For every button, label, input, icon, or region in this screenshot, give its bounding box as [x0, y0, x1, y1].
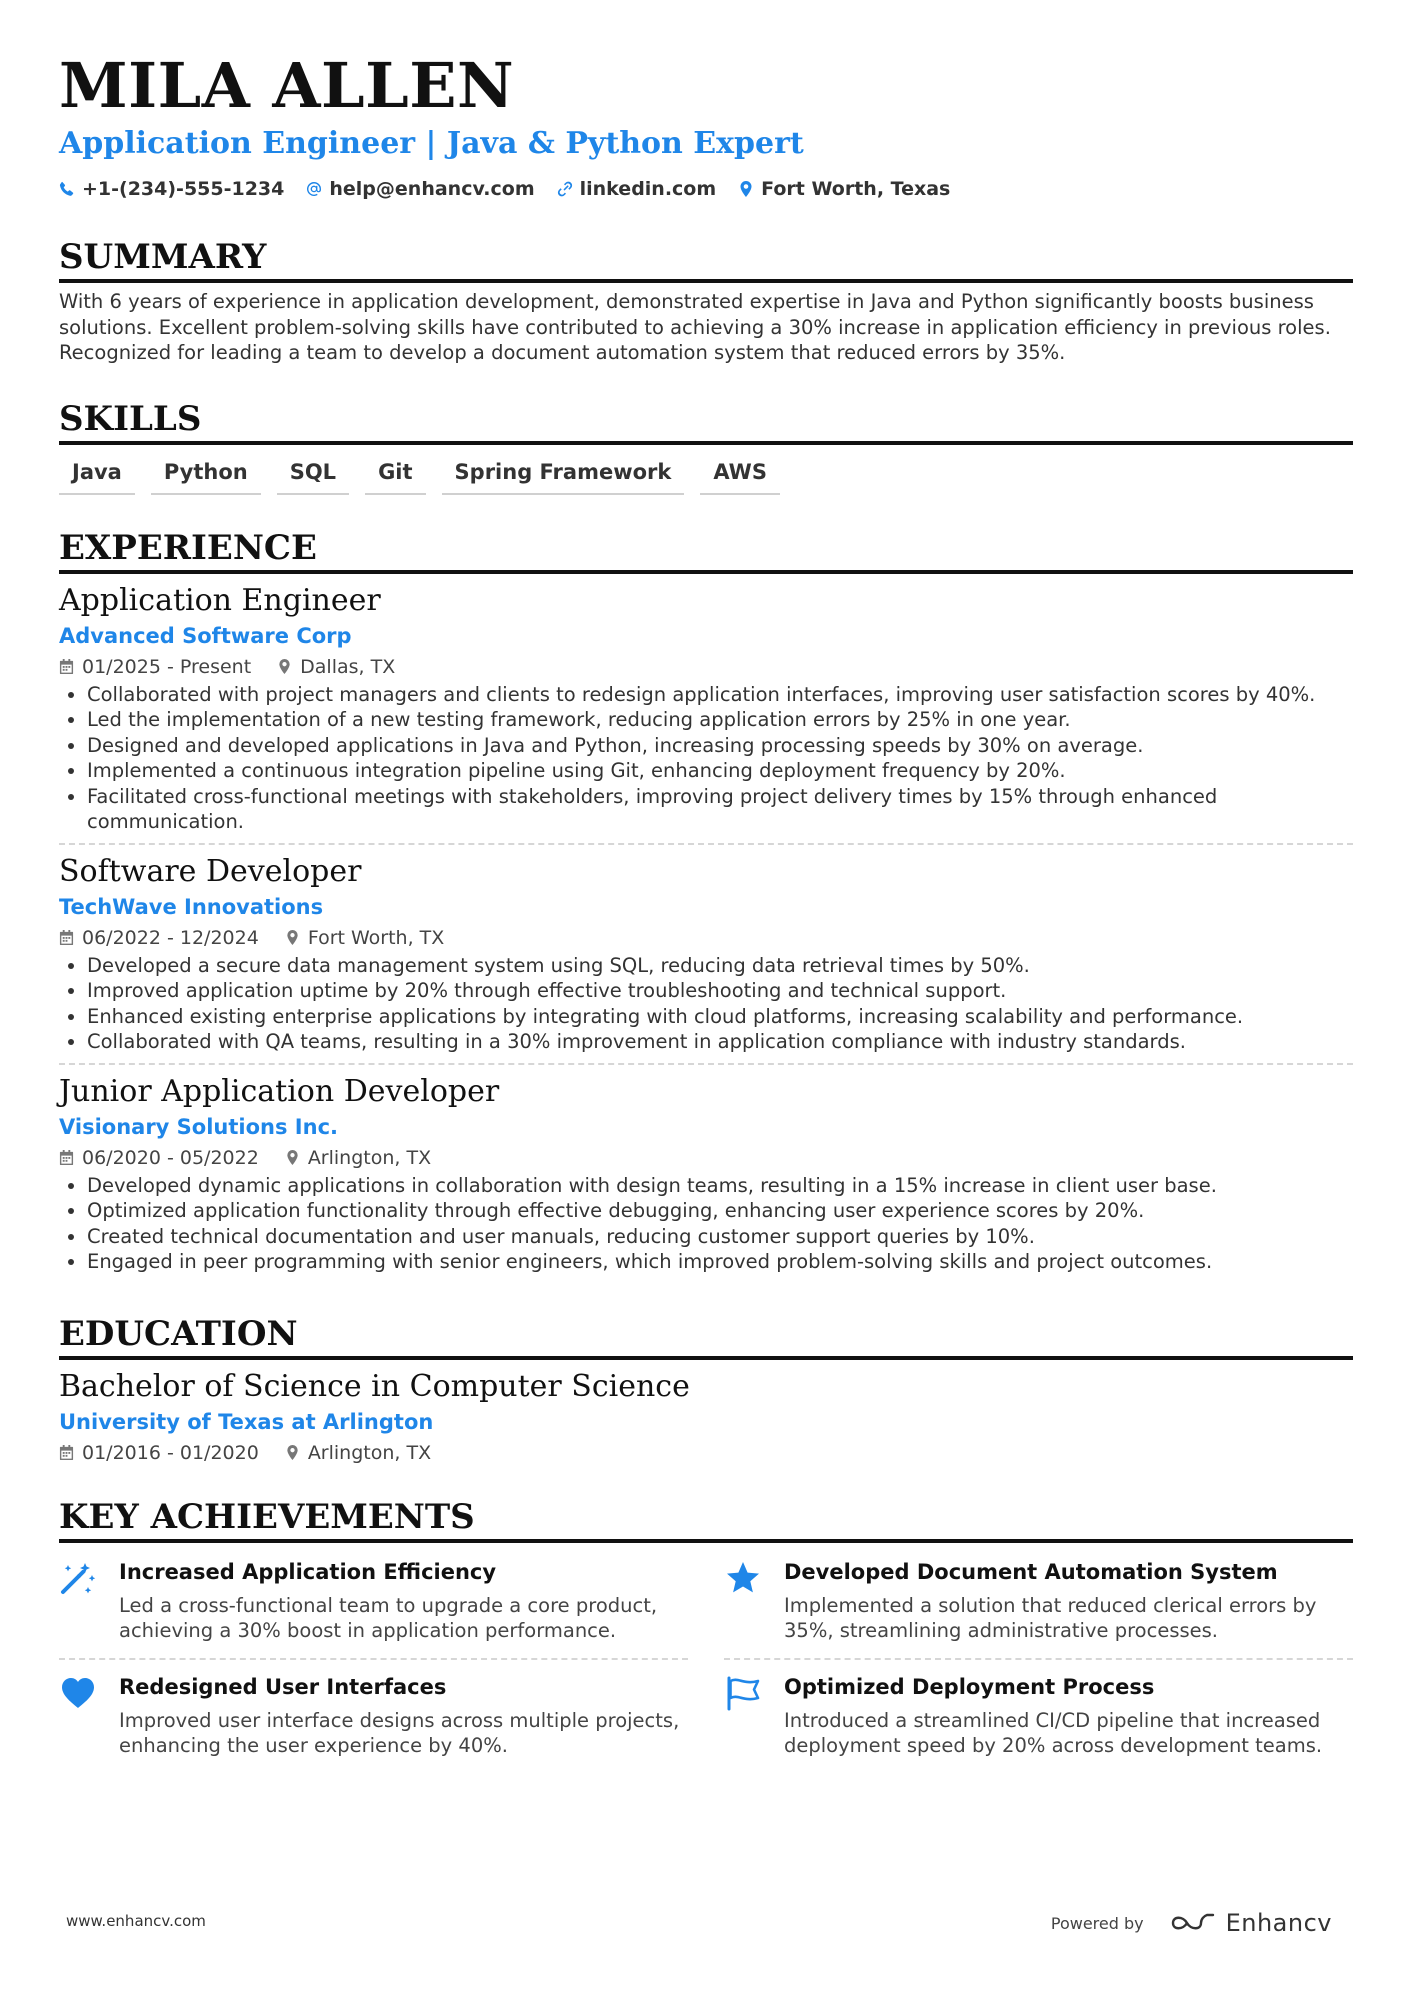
- job-location: [277, 654, 395, 680]
- summary-text: With 6 years of experience in application development, demonstrated expertise in Java and Python significantly boosts business solutions. Excellent problem-solving skills have contributed to achieving a 30% increase in application efficiency in previous roles. Recognized for leading a team to develop a document automation system that reduced errors by 35%.: [59, 290, 1331, 364]
- at-icon: [306, 181, 322, 197]
- skills-section: [59, 398, 1353, 495]
- phone-icon: [59, 181, 75, 197]
- location-pin-icon: [285, 1150, 300, 1165]
- contact-linkedin[interactable]: [557, 176, 717, 202]
- job-bullet: • Collaborated with project managers and clients to redesign application interfaces, improving user satisfaction scores by 40%.: [87, 682, 1353, 708]
- job-entry: [59, 1063, 1353, 1275]
- skill-tag: SQL: [277, 459, 349, 495]
- candidate-title: Application Engineer | Java & Python Expert: [59, 126, 804, 161]
- job-bullet: • Improved application uptime by 20% through effective troubleshooting and technical support.: [87, 978, 1353, 1004]
- powered-by-label: Powered by: [1050, 1913, 1144, 1933]
- achievement-icon-wrap: [59, 1672, 99, 1759]
- achievement-icon-wrap: [724, 1557, 764, 1644]
- achievement-body: [784, 1557, 1353, 1644]
- job-bullet: • Led the implementation of a new testing framework, reducing application errors by 25% in one year.: [87, 707, 1353, 733]
- job-location: [285, 925, 444, 951]
- job-bullet: • Facilitated cross-functional meetings with stakeholders, improving project delivery times by 15% through enhanced communication.: [87, 784, 1353, 835]
- skill-tag: Java: [59, 459, 135, 495]
- calendar-icon: [59, 659, 74, 674]
- heart-icon: [59, 1674, 97, 1712]
- education-heading: EDUCATION: [59, 1313, 1353, 1360]
- job-meta: [59, 654, 1353, 680]
- job-dates-text: 06/2022 - 12/2024: [82, 926, 259, 949]
- skills-list: [59, 459, 1353, 495]
- education-section: [59, 1313, 1353, 1466]
- footer-website[interactable]: www.enhancv.com: [66, 1912, 206, 1930]
- job-location-text: Arlington, TX: [307, 1146, 432, 1169]
- job-location-text: Fort Worth, TX: [307, 926, 445, 949]
- job-bullets: [59, 953, 1353, 1055]
- achievement-title: Developed Document Automation System: [784, 1559, 1278, 1584]
- location-pin-icon: [285, 1445, 300, 1460]
- summary-heading: SUMMARY: [59, 236, 1353, 283]
- job-company: Advanced Software Corp: [59, 623, 352, 648]
- skill-tag: AWS: [700, 459, 780, 495]
- achievement-title: Increased Application Efficiency: [119, 1559, 497, 1584]
- job-bullet: • Enhanced existing enterprise applications by integrating with cloud platforms, increasing scalability and performance.: [87, 1004, 1353, 1030]
- achievement-icon-wrap: [724, 1672, 764, 1759]
- achievement-body: [119, 1672, 688, 1759]
- achievement-item: [724, 1658, 1353, 1773]
- job-bullet: • Implemented a continuous integration pipeline using Git, enhancing deployment frequency by 20%.: [87, 758, 1353, 784]
- location-pin-icon: [738, 181, 754, 197]
- achievement-item: [724, 1551, 1353, 1658]
- job-bullet: • Created technical documentation and user manuals, reducing customer support queries by 10%.: [87, 1224, 1353, 1250]
- candidate-name: MILA ALLEN: [59, 49, 515, 122]
- job-role: Junior Application Developer: [59, 1073, 500, 1109]
- job-dates: [59, 925, 259, 951]
- achievement-body: [784, 1672, 1353, 1759]
- achievement-item: [59, 1658, 688, 1773]
- skills-heading: SKILLS: [59, 398, 1353, 445]
- job-entry: [59, 574, 1353, 835]
- achievements-grid: [59, 1551, 1353, 1773]
- achievement-desc: Introduced a streamlined CI/CD pipeline that increased deployment speed by 20% across development teams.: [784, 1708, 1323, 1757]
- education-degree: Bachelor of Science in Computer Science: [59, 1368, 690, 1404]
- summary-section: [59, 236, 1353, 366]
- job-bullet: • Designed and developed applications in Java and Python, increasing processing speeds by 30% on average.: [87, 733, 1353, 759]
- location-pin-icon: [285, 930, 300, 945]
- job-entry: [59, 843, 1353, 1055]
- skill-tag: Git: [365, 459, 425, 495]
- education-location-text: Arlington, TX: [307, 1441, 432, 1464]
- footer-branding: [1051, 1909, 1332, 1937]
- education-dates: [59, 1440, 259, 1466]
- job-dates: [59, 654, 251, 680]
- enhancv-logo-icon: [1170, 1911, 1216, 1935]
- email-text: help@enhancv.com: [329, 178, 535, 200]
- calendar-icon: [59, 1445, 74, 1460]
- achievement-title: Optimized Deployment Process: [784, 1674, 1155, 1699]
- job-bullets: [59, 682, 1353, 835]
- brand-logo[interactable]: [1170, 1909, 1332, 1937]
- achievement-desc: Improved user interface designs across multiple projects, enhancing the user experience by 40%.: [119, 1708, 680, 1757]
- job-dates-text: 06/2020 - 05/2022: [82, 1146, 259, 1169]
- job-meta: [59, 925, 1353, 951]
- education-location: [285, 1440, 431, 1466]
- skill-tag: Spring Framework: [442, 459, 685, 495]
- phone-text: +1-(234)-555-1234: [82, 178, 285, 200]
- contact-location: [738, 176, 950, 202]
- skill-tag: Python: [151, 459, 261, 495]
- job-bullet: • Developed dynamic applications in collaboration with design teams, resulting in a 15% increase in client user base.: [87, 1173, 1353, 1199]
- linkedin-text: linkedin.com: [579, 178, 717, 200]
- flag-icon: [724, 1674, 762, 1712]
- job-location: [285, 1145, 431, 1171]
- achievement-title: Redesigned User Interfaces: [119, 1674, 447, 1699]
- job-bullets: [59, 1173, 1353, 1275]
- achievements-section: [59, 1496, 1353, 1773]
- star-icon: [724, 1559, 762, 1597]
- job-company: Visionary Solutions Inc.: [59, 1114, 338, 1139]
- education-dates-text: 01/2016 - 01/2020: [82, 1441, 259, 1464]
- job-role: Software Developer: [59, 853, 362, 889]
- achievements-heading: KEY ACHIEVEMENTS: [59, 1496, 1353, 1543]
- contact-phone[interactable]: [59, 176, 284, 202]
- contact-email[interactable]: [306, 176, 534, 202]
- achievement-item: [59, 1551, 688, 1658]
- location-pin-icon: [277, 659, 292, 674]
- job-bullet: • Optimized application functionality through effective debugging, enhancing user experience scores by 20%.: [87, 1198, 1353, 1224]
- link-icon: [557, 181, 573, 197]
- job-dates: [59, 1145, 259, 1171]
- calendar-icon: [59, 930, 74, 945]
- job-meta: [59, 1145, 1353, 1171]
- brand-name: Enhancv: [1225, 1909, 1332, 1937]
- education-meta: [59, 1440, 1353, 1466]
- magic-wand-icon: [59, 1559, 97, 1597]
- job-bullet: • Developed a secure data management system using SQL, reducing data retrieval times by 50%.: [87, 953, 1353, 979]
- job-bullet: • Engaged in peer programming with senior engineers, which improved problem-solving skills and project outcomes.: [87, 1249, 1353, 1275]
- calendar-icon: [59, 1150, 74, 1165]
- achievement-body: [119, 1557, 688, 1644]
- education-entry: [59, 1360, 1353, 1466]
- location-text: Fort Worth, Texas: [761, 178, 951, 200]
- job-location-text: Dallas, TX: [300, 655, 396, 678]
- job-bullet: • Collaborated with QA teams, resulting in a 30% improvement in application compliance with industry standards.: [87, 1029, 1353, 1055]
- achievement-icon-wrap: [59, 1557, 99, 1644]
- job-role: Application Engineer: [59, 582, 381, 618]
- experience-heading: EXPERIENCE: [59, 527, 1353, 574]
- job-company: TechWave Innovations: [59, 894, 324, 919]
- education-school: University of Texas at Arlington: [59, 1409, 434, 1434]
- contact-bar: [59, 176, 1353, 202]
- achievement-desc: Implemented a solution that reduced clerical errors by 35%, streamlining administrative processes.: [784, 1593, 1317, 1642]
- achievement-desc: Led a cross-functional team to upgrade a core product, achieving a 30% boost in application performance.: [119, 1593, 658, 1642]
- experience-section: [59, 527, 1353, 1275]
- job-dates-text: 01/2025 - Present: [82, 655, 252, 678]
